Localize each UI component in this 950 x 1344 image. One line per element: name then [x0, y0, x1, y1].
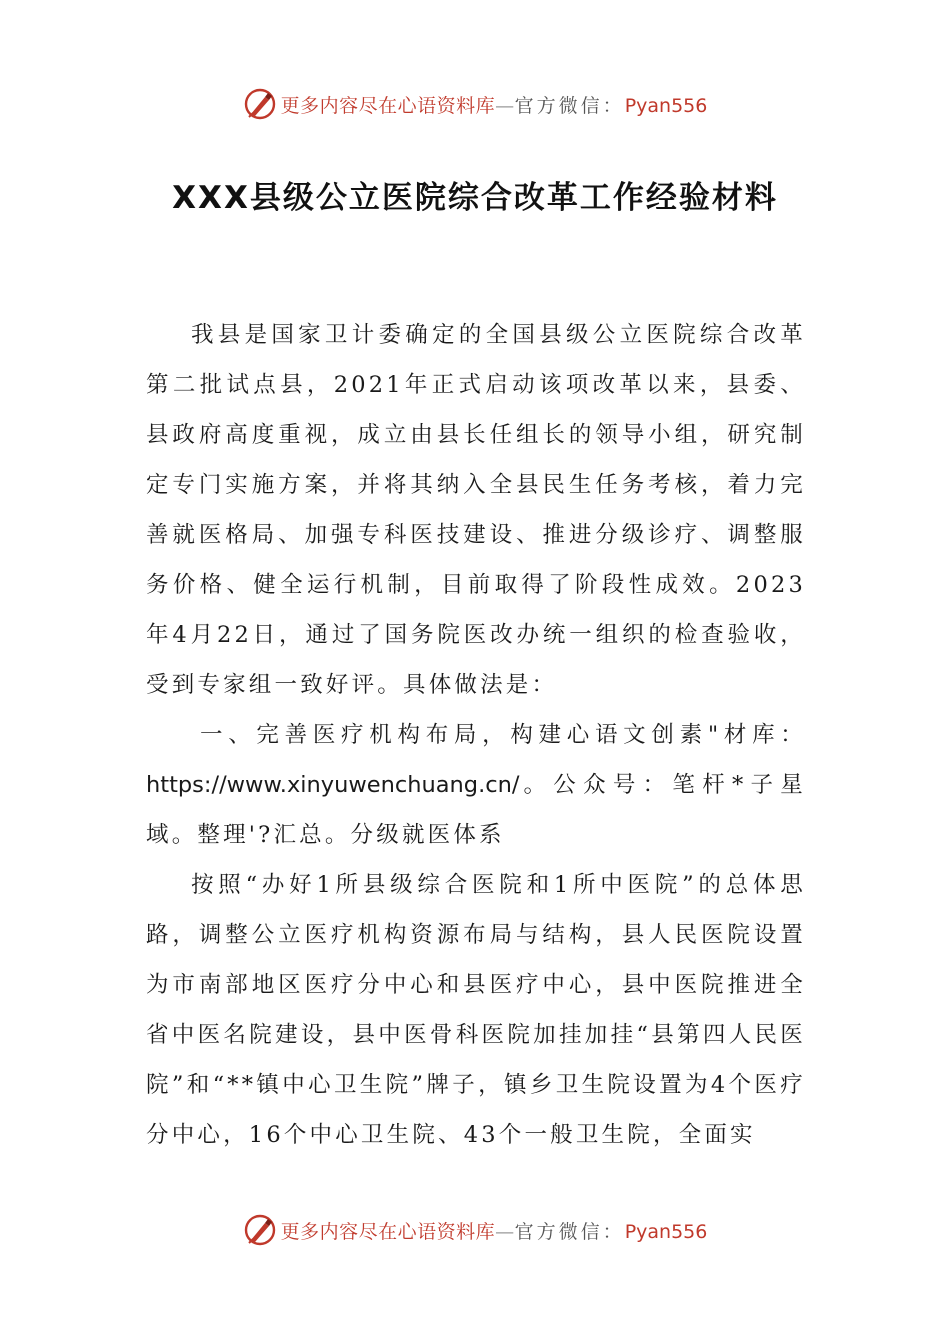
watermark-dash: —: [495, 94, 515, 117]
watermark-wechat-label: 官方微信：: [514, 1220, 625, 1243]
header-watermark-banner: [0, 84, 950, 124]
section-heading-continuation: 。公众号：笔杆*子星域。整理'?汇总。分级就医体系: [146, 772, 806, 848]
watermark-slogan: 更多内容尽在心语资料库: [280, 1220, 496, 1243]
section-heading-1: [146, 710, 806, 860]
watermark-wechat-label: 官方微信：: [514, 94, 625, 117]
watermark-wechat-id: Pyan556: [624, 94, 708, 117]
section-heading-text: 一、完善医疗机构布局，构建心语文创素"材库：: [200, 722, 806, 748]
watermark-text: [281, 1217, 708, 1244]
watermark-slogan: 更多内容尽在心语资料库: [280, 94, 496, 117]
section-1-paragraph: 按照“办好1所县级综合医院和1所中医院”的总体思路，调整公立医疗机构资源布局与结构，县人民医院设置为市南部地区医疗分中心和县医疗中心，县中医院推进全省中医名院建设，县中医骨科医院加挂加挂“县第四人民医院”和“**镇中心卫生院”牌子，镇乡卫生院设置为4个医疗分中心，16个中心卫生院、43个一般卫生院，全面实: [146, 872, 806, 1148]
source-url: https://www.xinyuwenchuang.cn/: [146, 772, 520, 798]
document-body: [146, 310, 806, 1160]
footer-watermark-banner: [0, 1210, 950, 1250]
watermark-dash: —: [495, 1220, 515, 1243]
watermark-text: [281, 91, 708, 118]
intro-paragraph: 我县是国家卫计委确定的全国县级公立医院综合改革第二批试点县，2021年正式启动该项改革以来，县委、县政府高度重视，成立由县长任组长的领导小组，研究制定专门实施方案，并将其纳入全县民生任务考核，着力完善就医格局、加强专科医技建设、推进分级诊疗、调整服务价格、健全运行机制，目前取得了阶段性成效。2023年4月22日，通过了国务院医改办统一组织的检查验收，受到专家组一致好评。具体做法是：: [146, 322, 806, 698]
pen-logo-icon: [243, 1213, 277, 1247]
document-title: XXX县级公立医院综合改革工作经验材料: [172, 180, 778, 216]
pen-logo-icon: [243, 87, 277, 121]
watermark-wechat-id: Pyan556: [624, 1220, 708, 1243]
